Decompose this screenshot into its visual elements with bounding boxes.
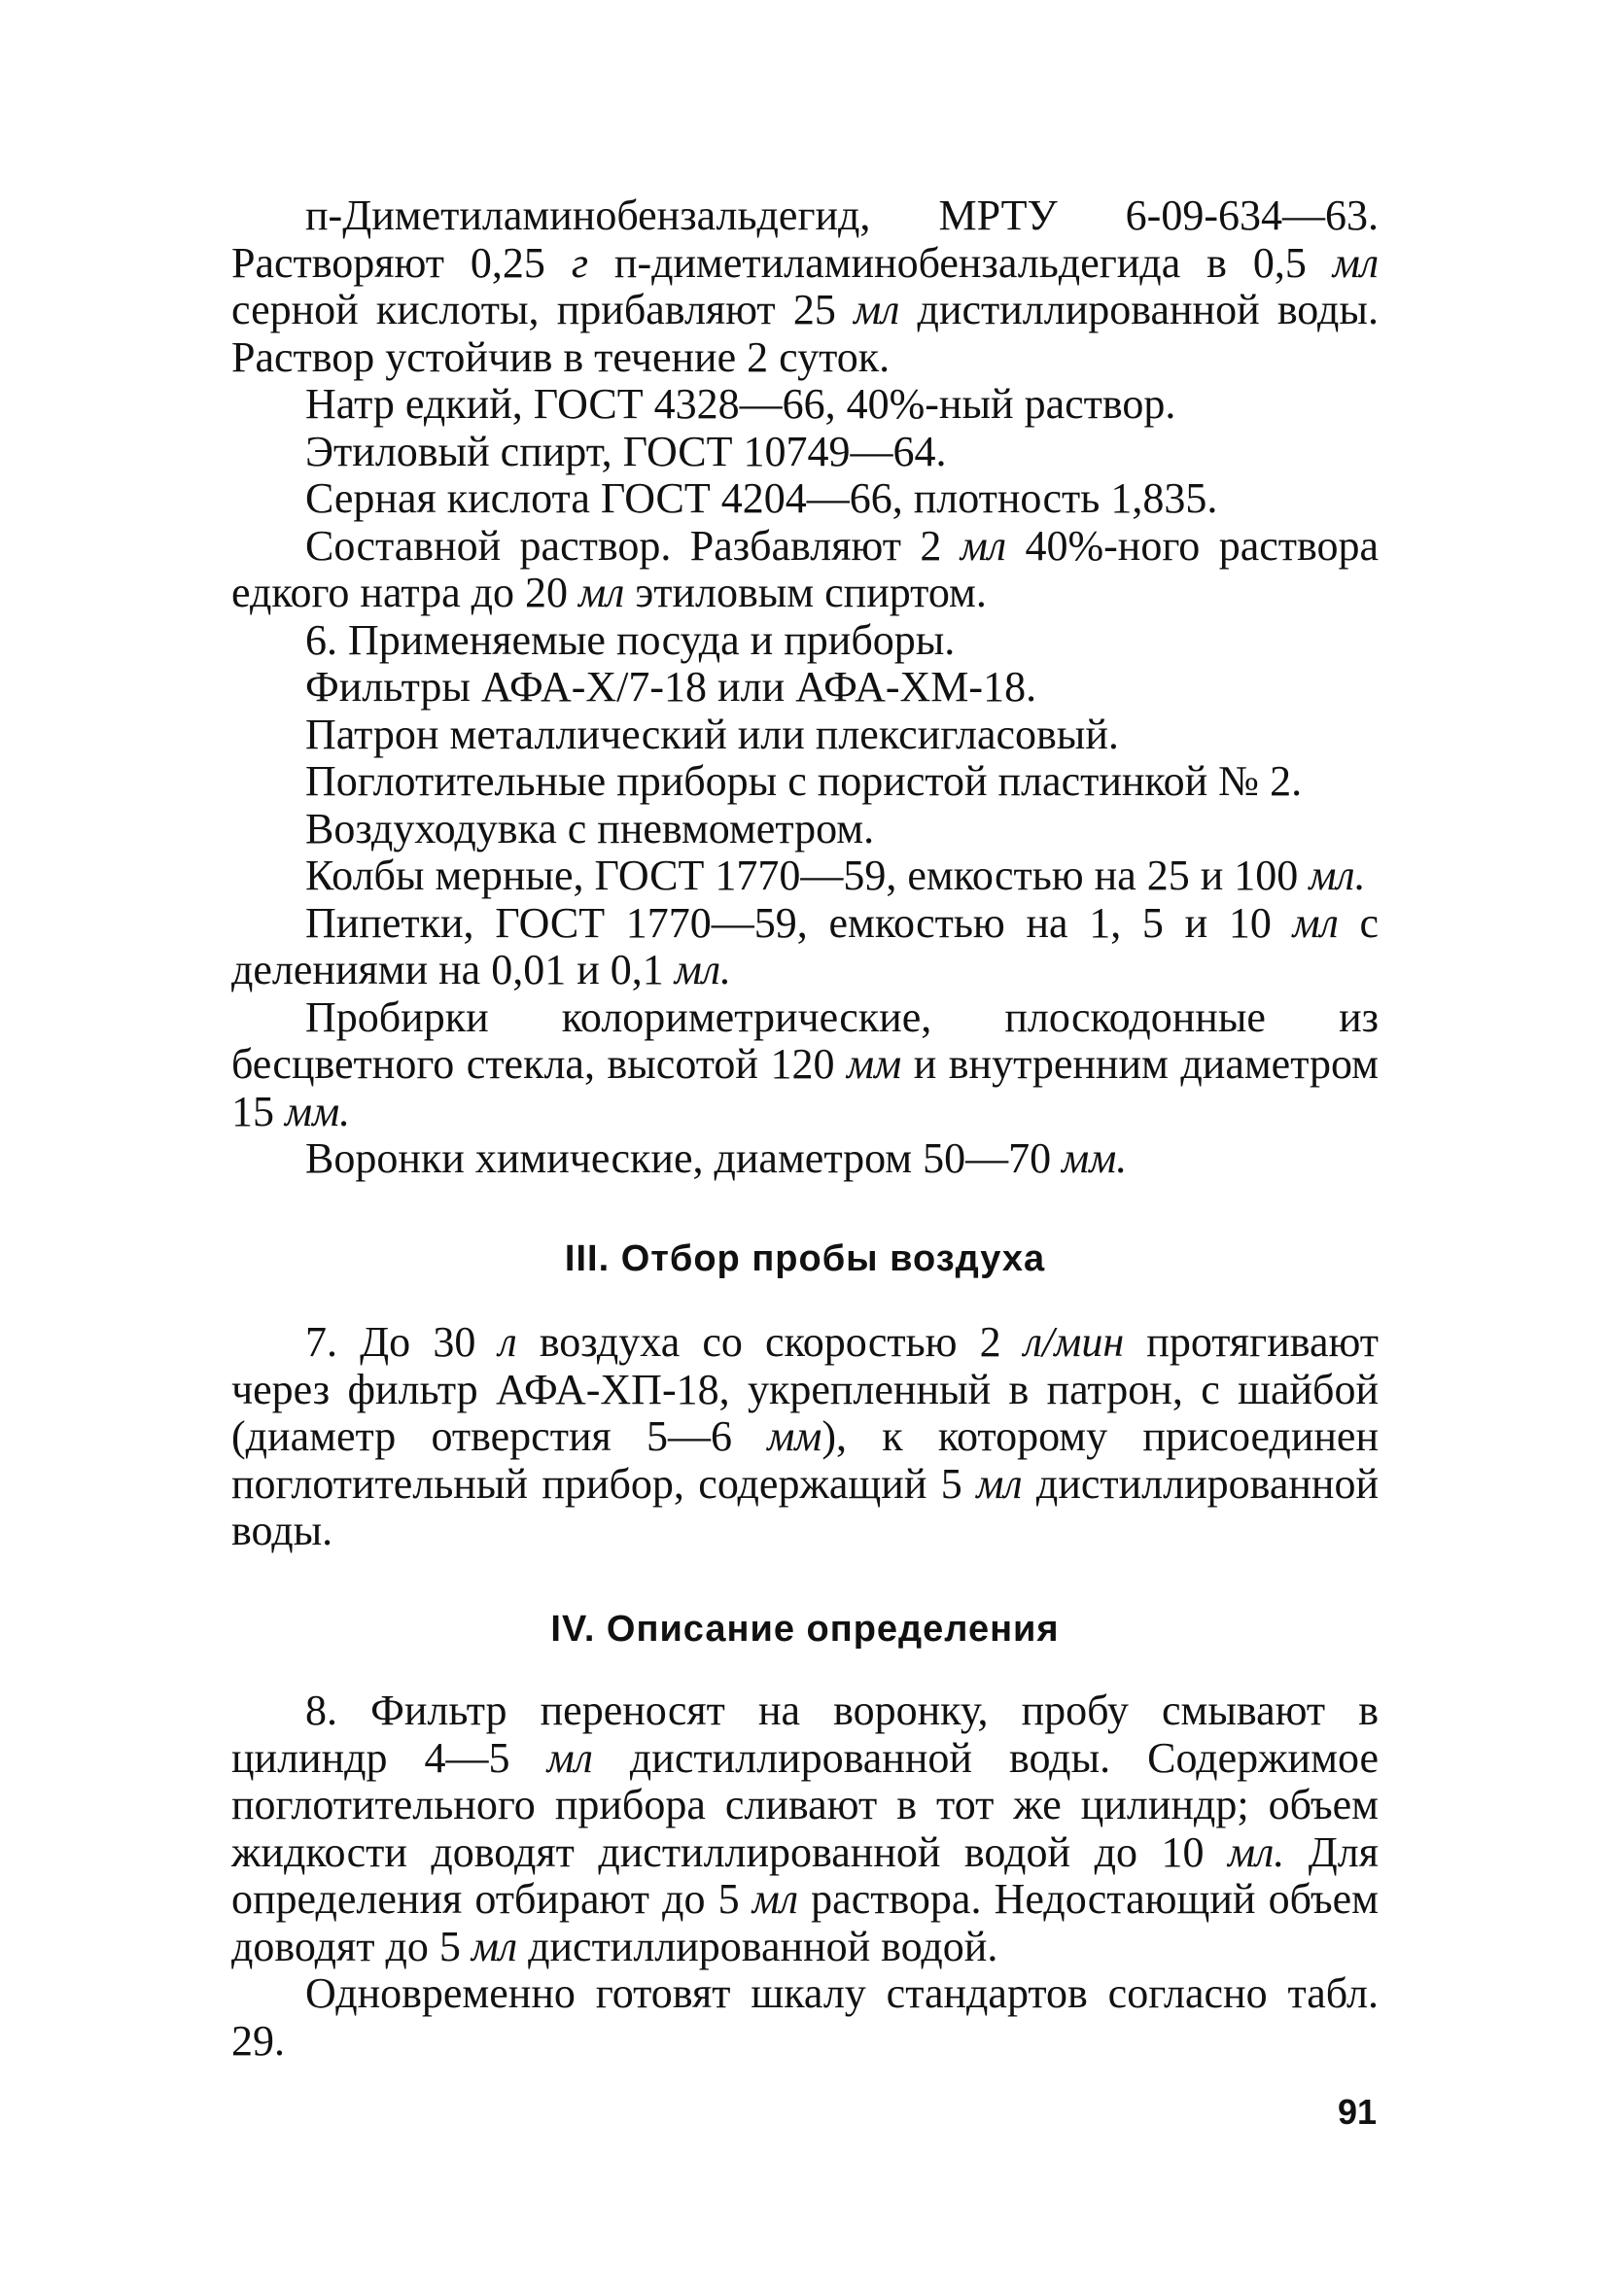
text-run: 6. Применяемые посуда и приборы.: [305, 615, 956, 664]
text-run: дистиллированной воды. Содержимое поглотительного прибора сливают в тот же цилиндр; объем жидкости доводят дистиллированной водой до 10: [231, 1733, 1380, 1876]
italic-unit: мл.: [1228, 1827, 1285, 1876]
paragraph: [231, 429, 1379, 476]
paragraph: [231, 1970, 1379, 2065]
text-run: дистиллированной водой.: [517, 1922, 998, 1970]
text-run: и внутренним диаметром 15: [231, 1040, 1379, 1135]
italic-unit: мл: [854, 286, 900, 333]
paragraph: [231, 1135, 1379, 1183]
italic-unit: мм.: [1062, 1134, 1128, 1182]
text-run: дистиллированной воды.: [231, 1459, 1379, 1554]
paragraph: [231, 617, 1379, 665]
text-run: с делениями на 0,01 и 0,1: [231, 898, 1380, 993]
text-run: воздуха со скоростью 2: [516, 1318, 1024, 1366]
text-run: Составной раствор. Разбавляют 2: [305, 521, 961, 570]
page-number: 91: [1337, 2092, 1377, 2132]
italic-unit: мл: [752, 1875, 799, 1923]
italic-unit: мл: [960, 521, 1007, 570]
text-run: Для определения отбирают до 5: [231, 1827, 1379, 1923]
italic-unit: мм.: [285, 1087, 351, 1135]
paragraph: [231, 381, 1379, 429]
paragraph-group-air-sampling: [231, 1319, 1379, 1555]
paragraph: [231, 806, 1379, 853]
italic-unit: мл: [578, 569, 625, 616]
italic-unit: мл.: [674, 946, 732, 993]
italic-unit: л: [498, 1318, 517, 1366]
text-run: Пробирки колориметрические, плоскодонные из бесцветного стекла, высотой 120: [231, 992, 1379, 1088]
paragraph: [231, 664, 1379, 712]
paragraph: [231, 852, 1379, 900]
text-run: Патрон металлический или плексигласовый.: [305, 710, 1119, 758]
paragraph-group-reagents-equipment: [231, 192, 1379, 1183]
text-run: п-диметиламинобензальдегида в 0,5: [587, 238, 1333, 287]
paragraph: [231, 192, 1379, 381]
paragraph: [231, 523, 1379, 617]
text-run: дистиллированной воды. Раствор устойчив в течение 2 суток.: [231, 286, 1379, 381]
text-run: 7. До 30: [305, 1318, 499, 1366]
italic-unit: г: [571, 238, 588, 287]
italic-unit: мл: [546, 1733, 593, 1782]
text-run: Воронки химические, диаметром 50—70: [305, 1134, 1063, 1182]
text-run: Натр едкий, ГОСТ 4328—66, 40%-ный раствор.: [305, 380, 1176, 428]
text-run: этиловым спиртом.: [624, 569, 987, 616]
paragraph: [231, 1319, 1379, 1555]
text-run: раствора. Недостающий объем доводят до 5: [231, 1875, 1379, 1970]
section-heading-determination: IV. Описание определения: [550, 1608, 1060, 1650]
body-text: [231, 192, 1379, 2065]
paragraph: [231, 994, 1379, 1136]
text-run: Серная кислота ГОСТ 4204—66, плотность 1,835.: [305, 474, 1218, 522]
text-run: протягивают через фильтр АФА-ХП-18, укрепленный в патрон, с шайбой (диаметр отверстия 5—6: [231, 1318, 1380, 1460]
text-run: серной кислоты, прибавляют 25: [231, 286, 855, 333]
italic-unit: мл: [1292, 898, 1339, 947]
text-run: Воздуходувка с пневмометром.: [305, 804, 875, 852]
italic-unit: мм: [847, 1040, 902, 1088]
text-run: Одновременно готовят шкалу стандартов согласно табл. 29.: [231, 1969, 1379, 2065]
italic-unit: мм: [767, 1412, 822, 1460]
italic-unit: мл: [976, 1459, 1023, 1508]
section-heading-air-sampling: III. Отбор пробы воздуха: [564, 1237, 1046, 1279]
text-run: Колбы мерные, ГОСТ 1770—59, емкостью на 25 и 100: [305, 852, 1310, 899]
text-run: Этиловый спирт, ГОСТ 10749—64.: [305, 427, 947, 475]
paragraph: [231, 475, 1379, 523]
italic-unit: мл: [1332, 238, 1379, 287]
text-run: Пипетки, ГОСТ 1770—59, емкостью на 1, 5 и 10: [305, 898, 1293, 947]
italic-unit: л/мин: [1023, 1318, 1125, 1366]
text-run: п-Диметиламинобензальдегид, МРТУ 6-09-634—63. Растворяют 0,25: [231, 191, 1379, 287]
paragraph: [231, 712, 1379, 759]
italic-unit: мл.: [1309, 852, 1366, 899]
paragraph: [231, 900, 1379, 994]
text-run: 8. Фильтр переносят на воронку, пробу смывают в цилиндр 4—5: [231, 1687, 1379, 1782]
paragraph-group-determination: [231, 1687, 1379, 2065]
text-run: ), к которому присоединен поглотительный прибор, содержащий 5: [231, 1412, 1379, 1508]
text-run: Фильтры АФА-Х/7-18 или АФА-ХМ-18.: [305, 663, 1037, 711]
paragraph: [231, 1687, 1379, 1970]
paragraph: [231, 758, 1379, 806]
text-run: Поглотительные приборы с пористой пластинкой № 2.: [305, 757, 1303, 805]
text-run: 40%-ного раствора едкого натра до 20: [231, 521, 1379, 616]
italic-unit: мл: [471, 1922, 518, 1970]
